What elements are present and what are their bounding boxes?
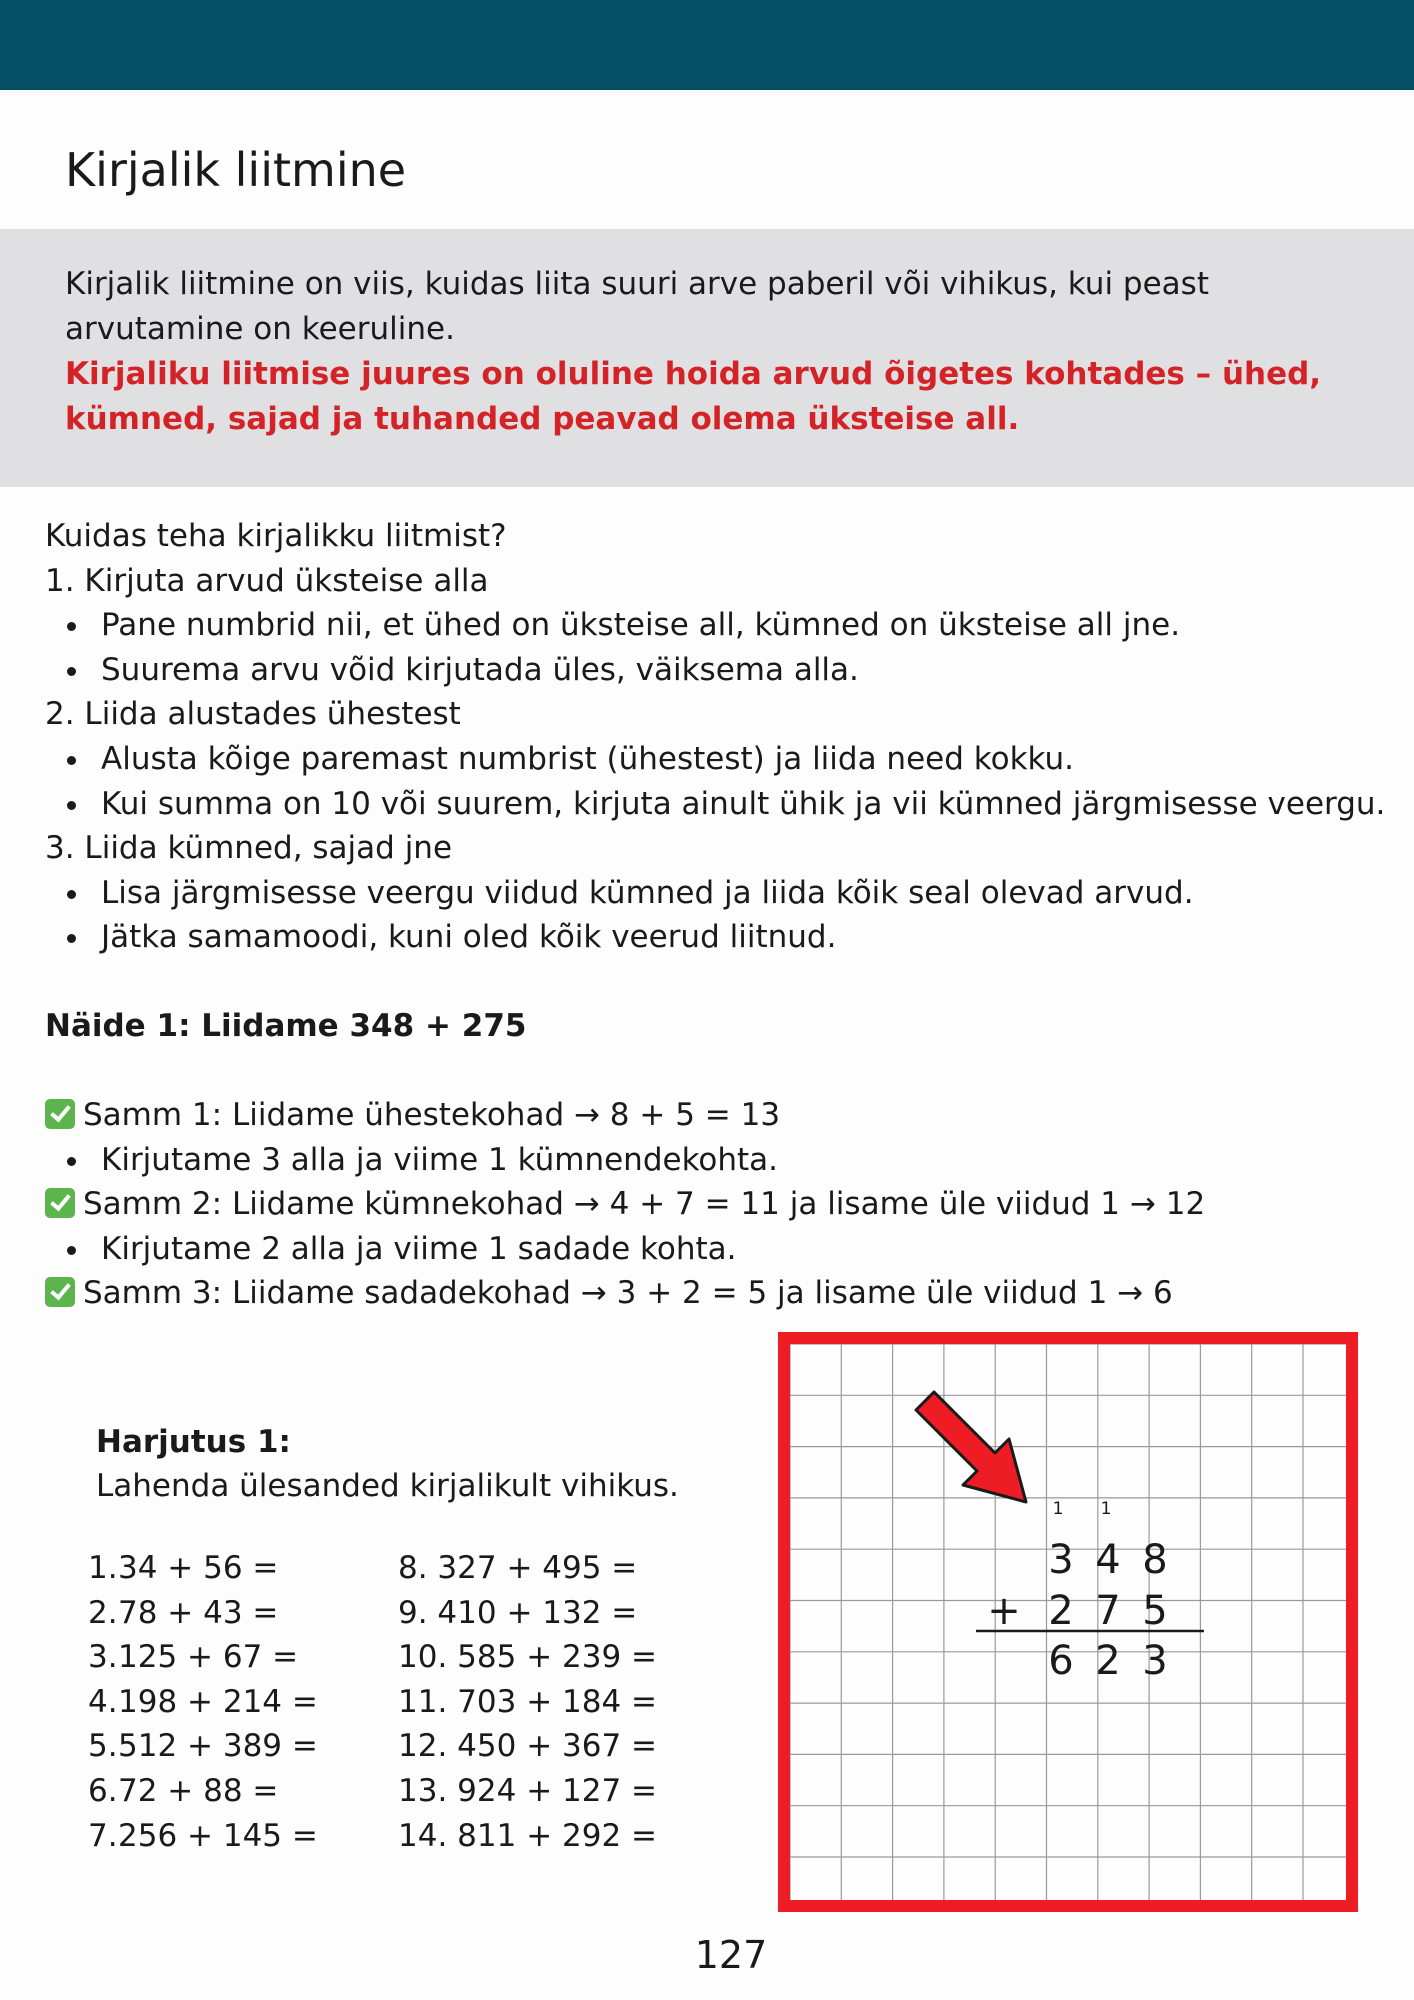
samm-bullet: Kirjutame 3 alla ja viime 1 kümnendekohta.	[45, 1138, 1405, 1183]
intro-highlight: Kirjaliku liitmise juures on oluline hoida arvud õigetes kohtades – ühed, kümned, sajad ja tuhanded peavad olema üksteise all.	[65, 356, 1322, 437]
result-digit: 2	[1095, 1638, 1121, 1684]
check-mark-icon	[45, 1188, 75, 1218]
exercise-item: 9. 410 + 132 =	[398, 1594, 638, 1631]
page-number: 127	[694, 1933, 768, 1977]
exercise-item: 10. 585 + 239 =	[398, 1639, 658, 1676]
exercise-item: 4.198 + 214 =	[88, 1683, 318, 1720]
exercise-list-2	[398, 1546, 657, 1858]
check-mark-icon	[45, 1277, 75, 1307]
samm-line	[45, 1093, 1405, 1138]
step-bullet: Alusta kõige paremast numbrist (ühestest) ja liida need kokku.	[45, 737, 1405, 782]
step-bullet: Jätka samamoodi, kuni oled kõik veerud liitnud.	[45, 915, 1405, 960]
top-digit: 8	[1142, 1537, 1168, 1583]
carry-digit: 1	[1100, 1499, 1112, 1519]
step-bullet: Kui summa on 10 või suurem, kirjuta ainult ühik ja vii kümned järgmisesse veergu.	[45, 782, 1405, 827]
step-bullet: Lisa järgmisesse veergu viidud kümned ja liida kõik seal olevad arvud.	[45, 871, 1405, 916]
plus-sign: +	[987, 1588, 1021, 1634]
exercise-item: 12. 450 + 367 =	[398, 1728, 658, 1765]
exercise-title: Harjutus 1:	[96, 1424, 291, 1460]
exercise-item: 5.512 + 389 =	[88, 1728, 318, 1765]
exercise-item: 3.125 + 67 =	[88, 1639, 299, 1676]
result-digit: 6	[1048, 1638, 1074, 1684]
step-bullet: Suurema arvu võid kirjutada üles, väiksema alla.	[45, 648, 1405, 693]
bottom-digit: 2	[1048, 1588, 1074, 1634]
step-title: 2. Liida alustades ühestest	[45, 696, 461, 733]
samm-text: Samm 1: Liidame ühestekohad → 8 + 5 = 13	[83, 1097, 781, 1133]
exercise-subtitle: Lahenda ülesanded kirjalikult vihikus.	[96, 1468, 679, 1504]
intro-paragraph: Kirjalik liitmine on viis, kuidas liita suuri arve paberil või vihikus, kui peast arvutamine on keeruline.	[65, 266, 1209, 347]
carry-digit: 1	[1052, 1499, 1064, 1519]
step-title: 1. Kirjuta arvud üksteise alla	[45, 562, 489, 599]
samm-line	[45, 1271, 1405, 1316]
exercise-item: 13. 924 + 127 =	[398, 1772, 658, 1809]
step-title: 3. Liida kümned, sajad jne	[45, 830, 453, 867]
step-bullet: Pane numbrid nii, et ühed on üksteise all, kümned on üksteise all jne.	[45, 603, 1405, 648]
samm-bullet: Kirjutame 2 alla ja viime 1 sadade kohta.	[45, 1227, 1405, 1272]
header-bar	[0, 0, 1414, 90]
bottom-digit: 5	[1142, 1588, 1168, 1634]
exercise-item: 7.256 + 145 =	[88, 1817, 318, 1854]
exercise-item: 11. 703 + 184 =	[398, 1683, 658, 1720]
steps-question: Kuidas teha kirjalikku liitmist?	[45, 518, 507, 554]
top-digit: 3	[1048, 1537, 1074, 1583]
check-mark-icon	[45, 1099, 75, 1129]
exercise-item: 1.34 + 56 =	[88, 1550, 279, 1586]
result-digit: 3	[1142, 1638, 1168, 1684]
steps-section	[45, 514, 1405, 960]
worked-example-grid	[776, 1330, 1360, 1912]
intro-text	[65, 262, 1365, 442]
samm-text: Samm 3: Liidame sadadekohad → 3 + 2 = 5 ja lisame üle viidud 1 → 6	[83, 1275, 1173, 1312]
exercise-list-1	[88, 1546, 318, 1858]
exercise-item: 6.72 + 88 =	[88, 1772, 279, 1809]
exercise-item: 14. 811 + 292 =	[398, 1817, 658, 1854]
bottom-digit: 7	[1095, 1588, 1121, 1634]
samm-line	[45, 1182, 1405, 1227]
example-title: Näide 1: Liidame 348 + 275	[45, 1008, 527, 1044]
samm-text: Samm 2: Liidame kümnekohad → 4 + 7 = 11 ja lisame üle viidud 1 → 12	[83, 1186, 1206, 1223]
exercise-item: 8. 327 + 495 =	[398, 1550, 638, 1586]
top-digit: 4	[1095, 1537, 1121, 1583]
example-steps	[45, 1093, 1405, 1316]
page-title: Kirjalik liitmine	[65, 143, 407, 197]
exercise-item: 2.78 + 43 =	[88, 1594, 279, 1631]
